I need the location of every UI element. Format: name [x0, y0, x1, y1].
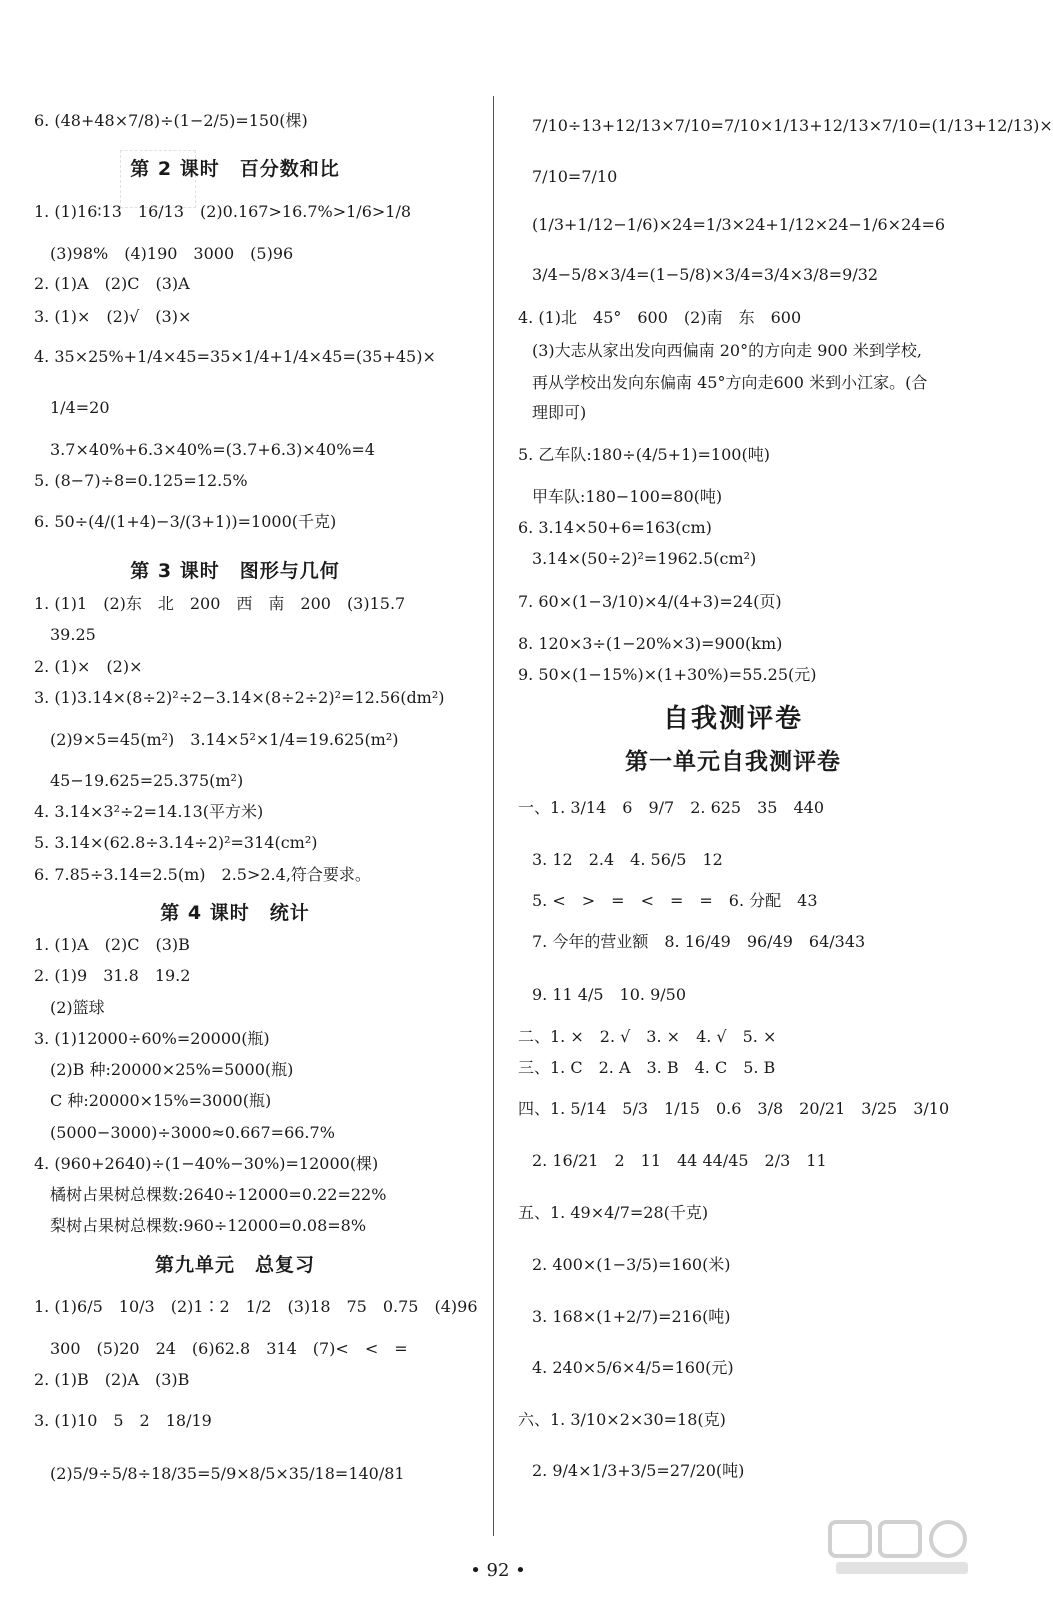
column-divider	[493, 96, 494, 1536]
answer-line: 2. 400×(1−3/5)=160(米)	[532, 1255, 731, 1274]
answer-line: 3. (1)3.14×(8÷2)²÷2−3.14×(8÷2÷2)²=12.56(dm²)	[34, 688, 445, 707]
answer-line: 9. 50×(1−15%)×(1+30%)=55.25(元)	[518, 665, 817, 684]
answer-line: 2. (1)A (2)C (3)A	[34, 274, 190, 293]
answer-line: (3)98% (4)190 3000 (5)96	[50, 244, 294, 263]
right-column	[498, 0, 1053, 1560]
answer-line: 5. (8−7)÷8=0.125=12.5%	[34, 471, 248, 490]
section-heading-lesson-3: 第 3 课时 图形与几何	[130, 560, 340, 582]
answer-line: (5000−3000)÷3000≈0.667=66.7%	[50, 1123, 335, 1142]
section-heading-lesson-2: 第 2 课时 百分数和比	[130, 158, 340, 180]
section-heading-unit-9: 第九单元 总复习	[154, 1254, 315, 1276]
answer-line: 6. 3.14×50+6=163(cm)	[518, 518, 712, 537]
answer-line: 2. (1)× (2)×	[34, 657, 143, 676]
left-column	[0, 0, 478, 1560]
answer-line: 6. 50÷(4/(1+4)−3/(3+1))=1000(千克)	[34, 512, 337, 531]
answer-line: 2. 9/4×1/3+3/5=27/20(吨)	[532, 1461, 745, 1480]
answer-line: 4. (960+2640)÷(1−40%−30%)=12000(棵)	[34, 1154, 379, 1173]
unit-1-test-title: 第一单元自我测评卷	[625, 749, 841, 775]
answer-line: 300 (5)20 24 (6)62.8 314 (7)< < =	[50, 1339, 408, 1358]
answer-line: 1. (1)6/5 10/3 (2)1∶2 1/2 (3)18 75 0.75 (4)96	[34, 1297, 478, 1316]
answer-line: 4. 3.14×3²÷2=14.13(平方米)	[34, 802, 264, 821]
answer-line: 3.7×40%+6.3×40%=(3.7+6.3)×40%=4	[50, 440, 375, 459]
answer-line: 6. (48+48×7/8)÷(1−2/5)=150(棵)	[34, 111, 308, 130]
answer-line: 4. 240×5/6×4/5=160(元)	[532, 1358, 734, 1377]
answer-line: 5. 乙车队:180÷(4/5+1)=100(吨)	[518, 445, 770, 464]
answer-line: 理即可)	[532, 403, 587, 422]
answer-line: (2)9×5=45(m²) 3.14×5²×1/4=19.625(m²)	[50, 730, 399, 749]
answer-line: 五、1. 49×4/7=28(千克)	[518, 1203, 709, 1222]
answer-line: 3. (1)12000÷60%=20000(瓶)	[34, 1029, 270, 1048]
answer-line: (2)5/9÷5/8÷18/35=5/9×8/5×35/18=140/81	[50, 1464, 405, 1483]
answer-line: 6. 7.85÷3.14=2.5(m) 2.5>2.4,符合要求。	[34, 865, 371, 884]
answer-line: 四、1. 5/14 5/3 1/15 0.6 3/8 20/21 3/25 3/10	[518, 1099, 950, 1118]
answer-line: 9. 11 4/5 10. 9/50	[532, 985, 687, 1004]
answer-line: 二、1. × 2. √ 3. × 4. √ 5. ×	[518, 1027, 777, 1046]
answer-line: 8. 120×3÷(1−20%×3)=900(km)	[518, 634, 783, 653]
answer-line: 45−19.625=25.375(m²)	[50, 771, 244, 790]
answer-line: 1/4=20	[50, 398, 110, 417]
answer-line: 7/10=7/10	[532, 167, 618, 186]
answer-line: 3/4−5/8×3/4=(1−5/8)×3/4=3/4×3/8=9/32	[532, 265, 879, 284]
answer-line: 一、1. 3/14 6 9/7 2. 625 35 440	[518, 798, 825, 817]
answer-line: 1. (1)A (2)C (3)B	[34, 935, 190, 954]
watermark-logo	[826, 1518, 976, 1584]
answer-line: 梨树占果树总棵数:960÷12000=0.08=8%	[50, 1216, 367, 1235]
answer-line: 橘树占果树总棵数:2640÷12000=0.22=22%	[50, 1185, 387, 1204]
answer-line: 3.14×(50÷2)²=1962.5(cm²)	[532, 549, 757, 568]
answer-line: 4. (1)北 45° 600 (2)南 东 600	[518, 308, 802, 327]
answer-line: 7. 60×(1−3/10)×4/(4+3)=24(页)	[518, 592, 782, 611]
answer-line: 3. 168×(1+2/7)=216(吨)	[532, 1307, 731, 1326]
answer-line: (2)B 种:20000×25%=5000(瓶)	[50, 1060, 294, 1079]
answer-line: 三、1. C 2. A 3. B 4. C 5. B	[518, 1058, 776, 1077]
watermark-icon	[826, 1518, 976, 1578]
answer-line: 2. (1)B (2)A (3)B	[34, 1370, 190, 1389]
answer-line: 2. 16/21 2 11 44 44/45 2/3 11	[532, 1151, 827, 1170]
answer-line: (2)篮球	[50, 998, 105, 1017]
page-number: • 92 •	[470, 1560, 526, 1581]
answer-line: 1. (1)1 (2)东 北 200 西 南 200 (3)15.7	[34, 594, 406, 613]
answer-line: 3. 12 2.4 4. 56/5 12	[532, 850, 723, 869]
section-heading-lesson-4: 第 4 课时 统计	[160, 902, 310, 924]
answer-line: 3. (1)10 5 2 18/19	[34, 1411, 212, 1430]
answer-line: 5. < > = < = = 6. 分配 43	[532, 891, 818, 910]
answer-line: 1. (1)16∶13 16/13 (2)0.167>16.7%>1/6>1/8	[34, 202, 412, 221]
answer-line: C 种:20000×15%=3000(瓶)	[50, 1091, 272, 1110]
answer-line: 4. 35×25%+1/4×45=35×1/4+1/4×45=(35+45)×	[34, 347, 436, 366]
answer-line: 7/10÷13+12/13×7/10=7/10×1/13+12/13×7/10=(1/13+12/13)×	[532, 116, 1053, 135]
answer-line: 甲车队:180−100=80(吨)	[532, 487, 723, 506]
answer-line: 5. 3.14×(62.8÷3.14÷2)²=314(cm²)	[34, 833, 318, 852]
answer-line: 再从学校出发向东偏南 45°方向走600 米到小江家。(合	[532, 373, 928, 392]
answer-line: (3)大志从家出发向西偏南 20°的方向走 900 米到学校,	[532, 341, 922, 360]
answer-line: 39.25	[50, 625, 96, 644]
answer-line: 7. 今年的营业额 8. 16/49 96/49 64/343	[532, 932, 866, 951]
self-test-title: 自我测评卷	[662, 704, 803, 734]
answer-line: 六、1. 3/10×2×30=18(克)	[518, 1410, 726, 1429]
answer-line: 3. (1)× (2)√ (3)×	[34, 307, 192, 326]
answer-line: (1/3+1/12−1/6)×24=1/3×24+1/12×24−1/6×24=6	[532, 215, 946, 234]
answer-line: 2. (1)9 31.8 19.2	[34, 966, 191, 985]
